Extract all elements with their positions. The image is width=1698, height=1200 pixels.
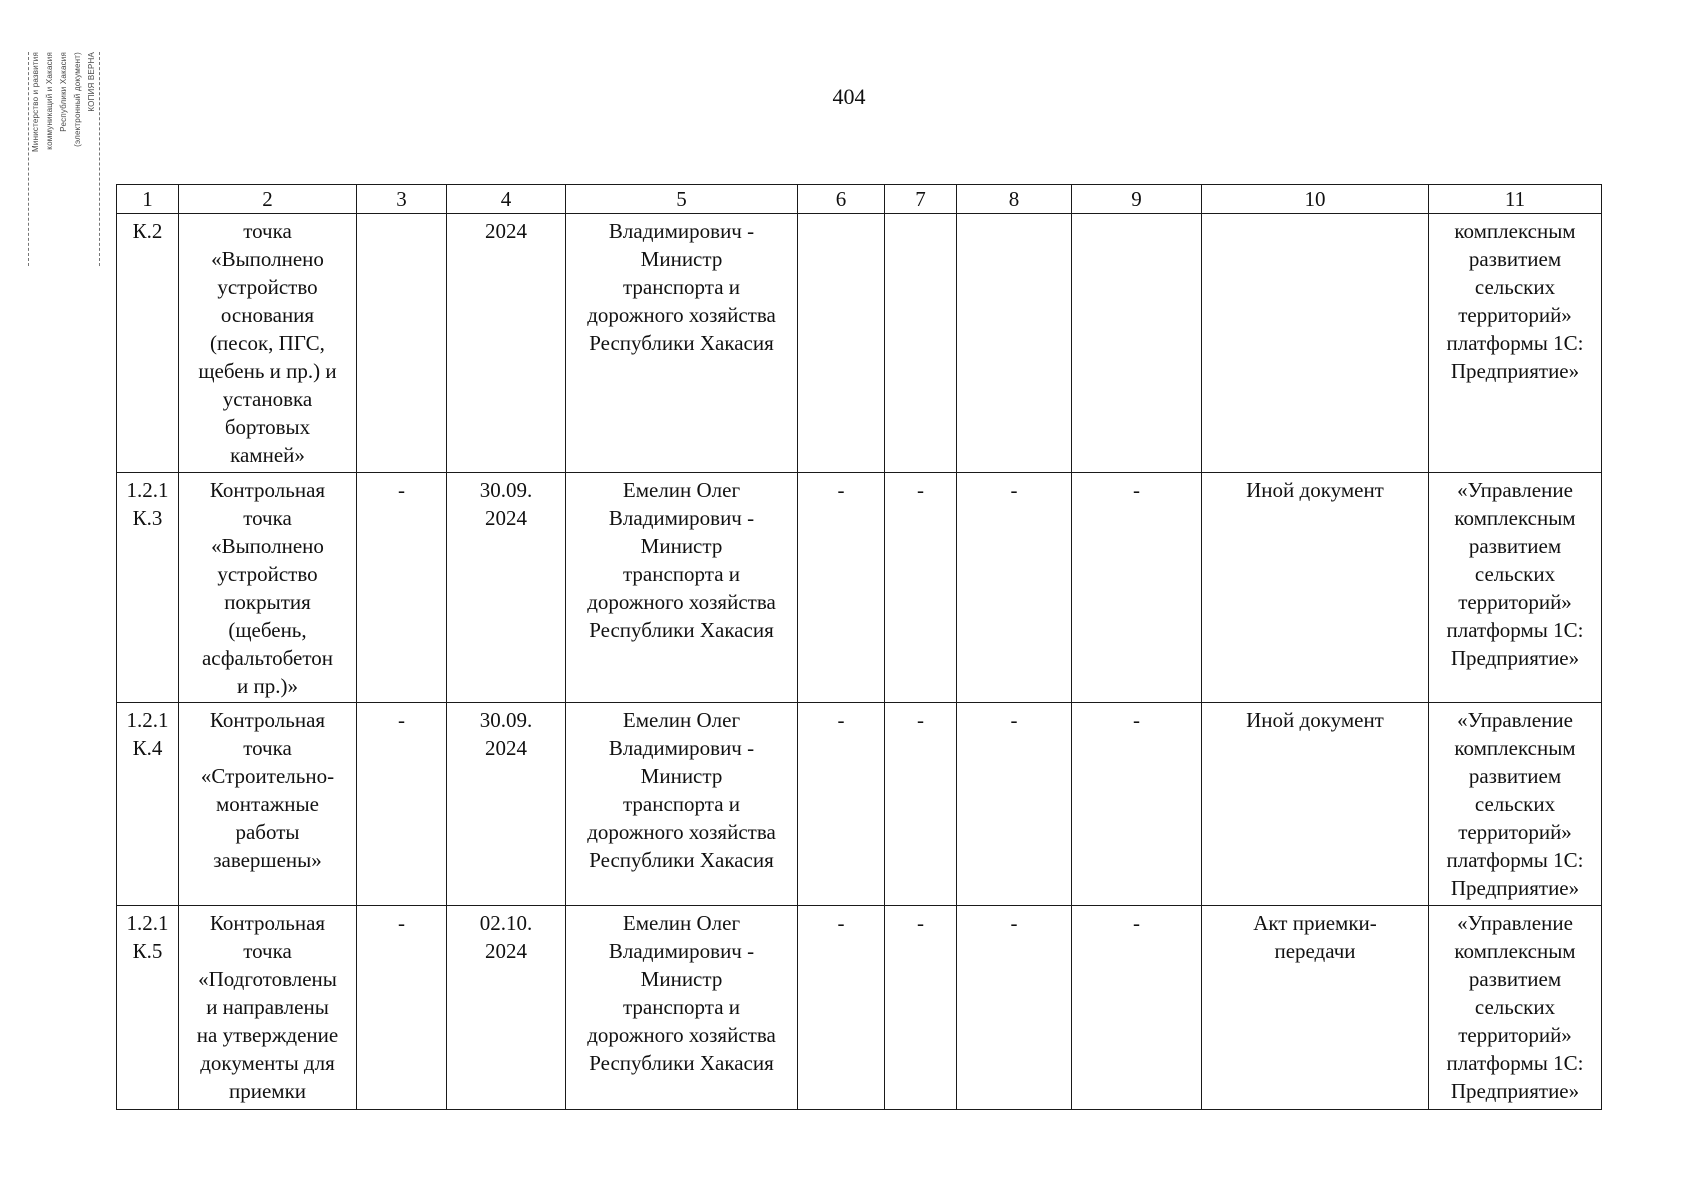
document-cell	[1202, 473, 1429, 703]
cell-line: устройство	[217, 562, 318, 586]
cell-line: транспорта и	[622, 275, 741, 299]
cell-line: сельских	[1474, 792, 1556, 816]
header-cell: 9	[1072, 185, 1202, 214]
cell-line: территорий»	[1458, 590, 1572, 614]
stamp-line: коммуникаций и Хакасия	[45, 52, 54, 150]
cell-line: К.2	[132, 219, 163, 243]
stamp-line: Министерство и развития	[31, 52, 40, 152]
cell-line: асфальтобетон	[201, 646, 334, 670]
cell-line: платформы 1С:	[1446, 1051, 1584, 1075]
cell-line: -	[917, 911, 924, 935]
document-cell	[1202, 214, 1429, 473]
date-cell	[447, 906, 566, 1110]
description-cell	[179, 214, 357, 473]
cell-line: Предприятие»	[1450, 359, 1580, 383]
cell-line: Владимирович -	[608, 736, 755, 760]
stamp-line: КОПИЯ ВЕРНА	[87, 52, 96, 112]
responsible-cell	[566, 906, 798, 1110]
cell-line: дорожного хозяйства	[587, 820, 776, 844]
cell-line: -	[398, 708, 405, 732]
cell-line: комплексным	[1454, 736, 1576, 760]
date-cell	[447, 703, 566, 906]
col3-cell	[357, 906, 447, 1110]
cell-line: развитием	[1468, 967, 1562, 991]
cell-line: точка	[243, 506, 292, 530]
responsible-cell	[566, 703, 798, 906]
cell-line: «Выполнено	[211, 247, 324, 271]
cell-line: 2024	[485, 736, 527, 760]
date-cell	[447, 473, 566, 703]
stamp-line: Республики Хакасия	[59, 52, 68, 132]
col7-cell	[885, 214, 957, 473]
cell-line: 02.10.	[479, 911, 533, 935]
cell-line: территорий»	[1458, 820, 1572, 844]
cell-line: платформы 1С:	[1446, 618, 1584, 642]
cell-line: приемки	[228, 1079, 307, 1103]
cell-line: 30.09.	[479, 478, 533, 502]
cell-line: и пр.)»	[237, 674, 298, 698]
description-cell	[179, 906, 357, 1110]
cell-line: -	[837, 708, 845, 732]
cell-line: устройство	[217, 275, 318, 299]
header-cell: 1	[117, 185, 179, 214]
cell-line: развитием	[1468, 534, 1562, 558]
table-header-row	[117, 185, 1602, 214]
col7-cell	[885, 473, 957, 703]
cell-line: Министр	[640, 534, 723, 558]
cell-line: Емелин Олег	[622, 708, 741, 732]
cell-line: Предприятие»	[1450, 1079, 1580, 1103]
cell-line: -	[1133, 911, 1140, 935]
date-cell	[447, 214, 566, 473]
cell-line: Иной документ	[1246, 478, 1384, 502]
col3-cell	[357, 703, 447, 906]
responsible-cell	[566, 473, 798, 703]
header-cell: 8	[957, 185, 1072, 214]
cell-line: 1.2.1	[126, 478, 169, 502]
table-row	[117, 214, 1602, 473]
cell-line: точка	[243, 939, 292, 963]
header-cell: 10	[1202, 185, 1429, 214]
number-cell	[117, 703, 179, 906]
col8-cell	[957, 473, 1072, 703]
cell-line: передачи	[1274, 939, 1356, 963]
cell-line: Владимирович -	[608, 939, 755, 963]
cell-line: -	[1133, 478, 1140, 502]
table-row	[117, 473, 1602, 703]
cell-line: платформы 1С:	[1446, 848, 1584, 872]
cell-line: транспорта и	[622, 995, 741, 1019]
cell-line: территорий»	[1458, 303, 1572, 327]
cell-line: К.4	[132, 736, 163, 760]
cell-line: -	[837, 478, 845, 502]
cell-line: сельских	[1474, 275, 1556, 299]
cell-line: 30.09.	[479, 708, 533, 732]
cell-line: монтажные	[216, 792, 319, 816]
col8-cell	[957, 214, 1072, 473]
table-row	[117, 703, 1602, 906]
cell-line: -	[1010, 708, 1018, 732]
cell-line: точка	[243, 736, 292, 760]
header-cell: 2	[179, 185, 357, 214]
header-cell: 11	[1429, 185, 1602, 214]
cell-line: Иной документ	[1246, 708, 1384, 732]
header-cell: 6	[798, 185, 885, 214]
stamp-line: (электронный документ)	[73, 52, 82, 147]
cell-line: -	[1133, 708, 1140, 732]
cell-line: Владимирович -	[608, 506, 755, 530]
header-cell: 5	[566, 185, 798, 214]
cell-line: дорожного хозяйства	[587, 303, 776, 327]
header-cell: 4	[447, 185, 566, 214]
cell-line: Предприятие»	[1450, 646, 1580, 670]
col7-cell	[885, 906, 957, 1110]
col9-cell	[1072, 473, 1202, 703]
col9-cell	[1072, 214, 1202, 473]
col9-cell	[1072, 703, 1202, 906]
cell-line: «Управление	[1457, 478, 1573, 502]
cell-line: камней»	[230, 443, 305, 467]
cell-line: -	[917, 708, 924, 732]
col6-cell	[798, 906, 885, 1110]
cell-line: Акт приемки-	[1253, 911, 1377, 935]
cell-line: -	[917, 478, 924, 502]
col6-cell	[798, 473, 885, 703]
cell-line: 1.2.1	[126, 911, 169, 935]
cell-line: дорожного хозяйства	[587, 590, 776, 614]
cell-line: на утверждение	[196, 1023, 339, 1047]
header-cell: 3	[357, 185, 447, 214]
cell-line: Контрольная	[209, 708, 326, 732]
cell-line: транспорта и	[622, 792, 741, 816]
cell-line: покрытия	[224, 590, 311, 614]
cell-line: щебень и пр.) и	[198, 359, 337, 383]
cell-line: «Подготовлены	[198, 967, 337, 991]
col3-cell	[357, 473, 447, 703]
cell-line: сельских	[1474, 562, 1556, 586]
cell-line: точка	[243, 219, 292, 243]
cell-line: транспорта и	[622, 562, 741, 586]
document-cell	[1202, 703, 1429, 906]
responsible-cell	[566, 214, 798, 473]
cell-line: (щебень,	[228, 618, 307, 642]
system-cell	[1429, 906, 1602, 1110]
cell-line: работы	[235, 820, 300, 844]
cell-line: Министр	[640, 967, 723, 991]
cell-line: 2024	[485, 939, 527, 963]
number-cell	[117, 214, 179, 473]
cell-line: Республики Хакасия	[589, 331, 774, 355]
system-cell	[1429, 214, 1602, 473]
cell-line: Емелин Олег	[622, 478, 741, 502]
number-cell	[117, 473, 179, 703]
number-cell	[117, 906, 179, 1110]
cell-line: -	[398, 478, 405, 502]
page-number: 404	[832, 84, 866, 109]
cell-line: и направлены	[206, 995, 329, 1019]
cell-line: Емелин Олег	[622, 911, 741, 935]
col9-cell	[1072, 906, 1202, 1110]
system-cell	[1429, 473, 1602, 703]
cell-line: «Управление	[1457, 911, 1573, 935]
cell-line: К.3	[132, 506, 163, 530]
cell-line: Республики Хакасия	[589, 848, 774, 872]
cell-line: -	[1010, 911, 1018, 935]
cell-line: Министр	[640, 764, 723, 788]
document-cell	[1202, 906, 1429, 1110]
cell-line: «Строительно-	[200, 764, 335, 788]
header-cell: 7	[885, 185, 957, 214]
description-cell	[179, 473, 357, 703]
cell-line: развитием	[1468, 247, 1562, 271]
cell-line: основания	[220, 303, 315, 327]
system-cell	[1429, 703, 1602, 906]
table-row	[117, 906, 1602, 1110]
cell-line: 2024	[485, 506, 527, 530]
cell-line: «Управление	[1457, 708, 1573, 732]
cell-line: Контрольная	[209, 478, 326, 502]
cell-line: комплексным	[1454, 219, 1576, 243]
cell-line: -	[1010, 478, 1018, 502]
cell-line: комплексным	[1454, 506, 1576, 530]
cell-line: (песок, ПГС,	[210, 331, 325, 355]
cell-line: Министр	[640, 247, 723, 271]
cell-line: платформы 1С:	[1446, 331, 1584, 355]
cell-line: территорий»	[1458, 1023, 1572, 1047]
description-cell	[179, 703, 357, 906]
cell-line: 1.2.1	[126, 708, 169, 732]
col8-cell	[957, 906, 1072, 1110]
cell-line: Республики Хакасия	[589, 618, 774, 642]
cell-line: завершены»	[213, 848, 322, 872]
cell-line: установка	[222, 387, 313, 411]
col8-cell	[957, 703, 1072, 906]
plan-table	[116, 184, 1602, 1110]
cell-line: документы для	[200, 1051, 335, 1075]
cell-line: комплексным	[1454, 939, 1576, 963]
cell-line: Контрольная	[209, 911, 326, 935]
cell-line: дорожного хозяйства	[587, 1023, 776, 1047]
cell-line: Владимирович -	[608, 219, 755, 243]
col7-cell	[885, 703, 957, 906]
cell-line: сельских	[1474, 995, 1556, 1019]
cell-line: Предприятие»	[1450, 876, 1580, 900]
cell-line: развитием	[1468, 764, 1562, 788]
cell-line: К.5	[132, 939, 163, 963]
col3-cell	[357, 214, 447, 473]
cell-line: 2024	[485, 219, 527, 243]
cell-line: Республики Хакасия	[589, 1051, 774, 1075]
cell-line: бортовых	[224, 415, 311, 439]
col6-cell	[798, 703, 885, 906]
col6-cell	[798, 214, 885, 473]
cell-line: «Выполнено	[211, 534, 324, 558]
cell-line: -	[837, 911, 845, 935]
cell-line: -	[398, 911, 405, 935]
